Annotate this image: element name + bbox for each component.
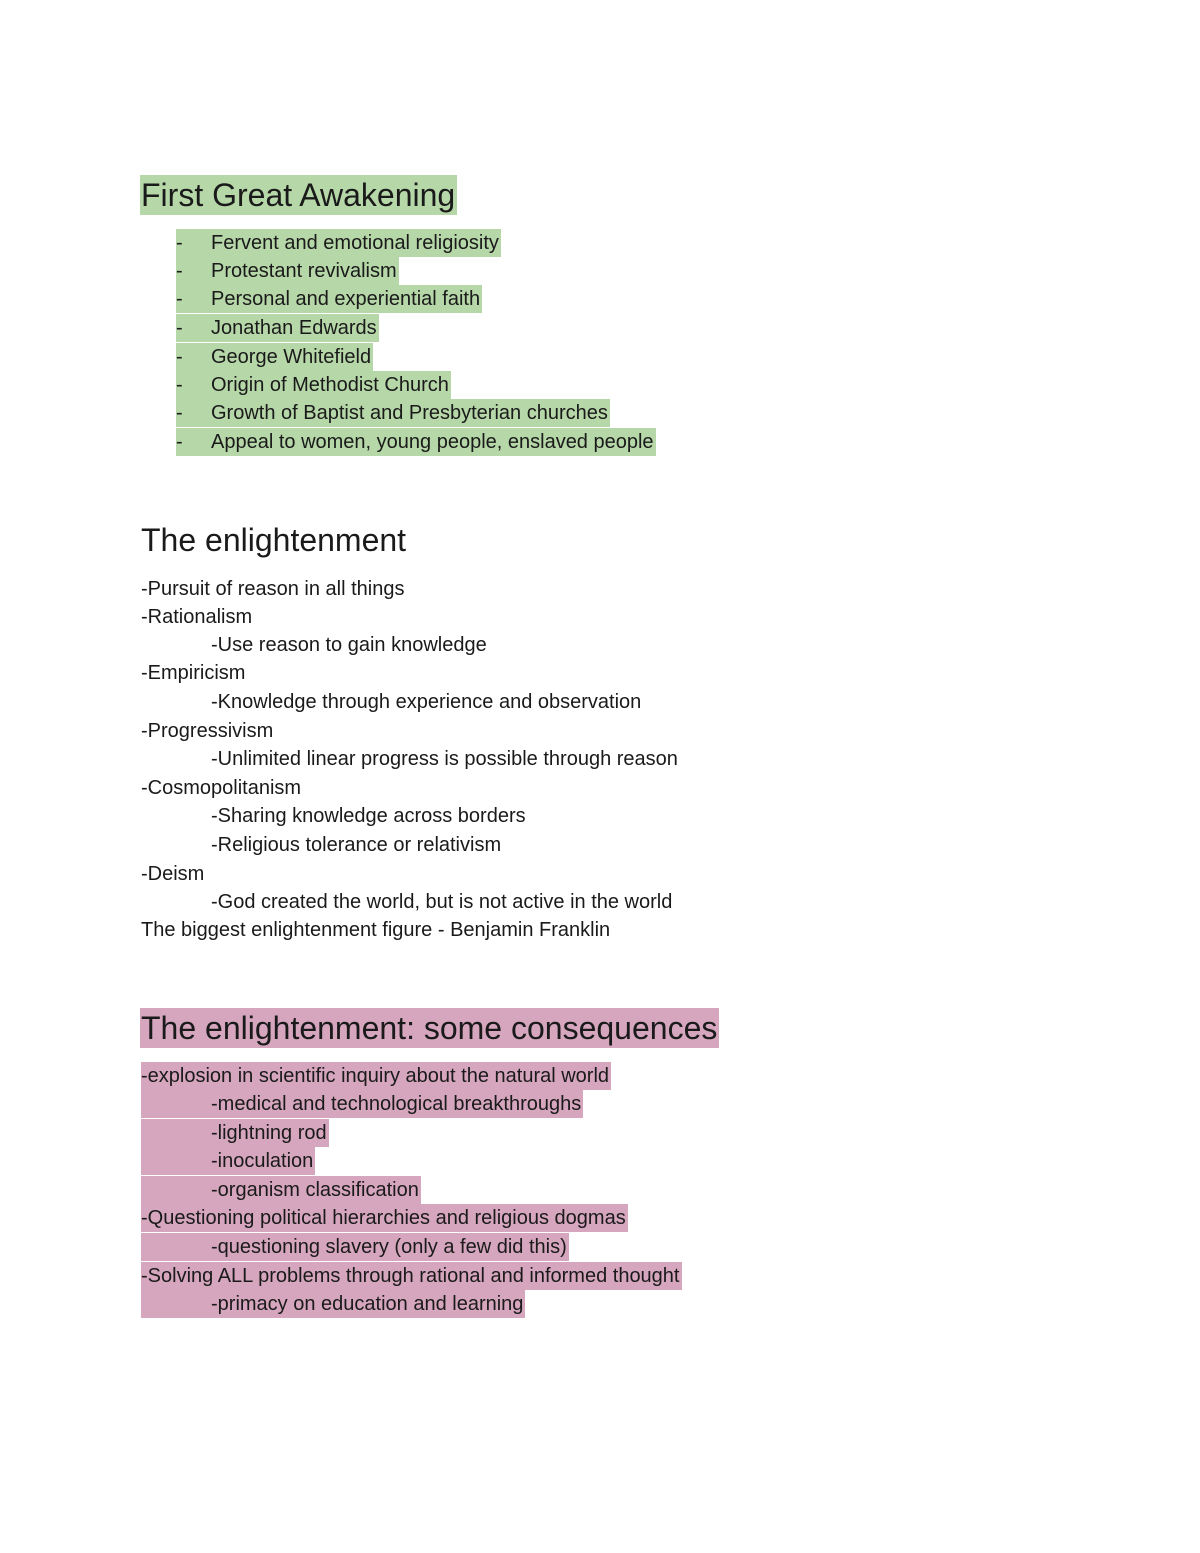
list-item [176,229,501,257]
text-line: -Cosmopolitanism [141,777,302,799]
text-line: -Empiricism [141,662,246,684]
text-line-indented [141,688,641,716]
text-line-indented [141,831,501,859]
text-line: -Deism [141,863,205,885]
text-line: -Rationalism [141,606,253,628]
highlighted-line-indented [141,1290,525,1318]
highlighted-line [141,1204,628,1232]
sub-item-text: -questioning slavery (only a few did this) [211,1236,567,1258]
text-line: -Progressivism [141,720,274,742]
sub-item-text: -God created the world, but is not active in the world [211,891,673,913]
bullet-dash: - [176,346,183,368]
heading-the-enlightenment: The enlightenment [141,522,407,558]
highlighted-line-indented [141,1176,421,1204]
list-item [176,343,373,371]
bullet-dash: - [176,288,183,310]
sub-item-text: -medical and technological breakthroughs [211,1093,582,1115]
bullet-dash: - [176,232,183,254]
highlighted-line-indented [141,1233,569,1261]
highlighted-line-indented [141,1090,583,1118]
sub-item-text: -organism classification [211,1179,419,1201]
sub-item-text: -Religious tolerance or relativism [211,834,502,856]
sub-item-text: -Unlimited linear progress is possible through reason [211,748,678,770]
list-item [176,399,610,427]
highlighted-line [141,1262,682,1290]
list-item [176,428,656,456]
list-item [176,314,379,342]
text-line-indented [141,888,672,916]
text-line: The biggest enlightenment figure - Benjamin Franklin [141,919,611,941]
sub-item-text: -primacy on education and learning [211,1293,524,1315]
bullet-dash: - [176,260,183,282]
list-item-text: Growth of Baptist and Presbyterian churches [211,402,608,424]
list-item-text: Fervent and emotional religiosity [211,232,499,254]
heading-enlightenment-consequences: The enlightenment: some consequences [141,1010,718,1046]
text-line: -Pursuit of reason in all things [141,578,405,600]
list-item [176,257,399,285]
highlighted-line-indented [141,1147,315,1175]
list-item-text: Personal and experiential faith [211,288,481,310]
sub-item-text: -Knowledge through experience and observation [211,691,642,713]
list-item [176,371,451,399]
heading-first-great-awakening: First Great Awakening [141,177,456,213]
sub-item-text: -lightning rod [211,1122,327,1144]
list-item-text: Appeal to women, young people, enslaved people [211,431,654,453]
sub-item-text: -inoculation [211,1150,314,1172]
bullet-dash: - [176,374,183,396]
bullet-dash: - [176,317,183,339]
sub-item-text: -Sharing knowledge across borders [211,805,526,827]
list-item-text: George Whitefield [211,346,372,368]
list-item-text: Origin of Methodist Church [211,374,449,396]
line-text: -Questioning political hierarchies and religious dogmas [141,1207,626,1229]
text-line-indented [141,745,678,773]
line-text: -Solving ALL problems through rational and informed thought [141,1265,680,1287]
bullet-dash: - [176,402,183,424]
list-item-text: Jonathan Edwards [211,317,377,339]
list-item-text: Protestant revivalism [211,260,397,282]
bullet-dash: - [176,431,183,453]
list-item [176,285,482,313]
highlighted-line-indented [141,1119,329,1147]
text-line-indented [141,631,487,659]
highlighted-line [141,1062,611,1090]
sub-item-text: -Use reason to gain knowledge [211,634,487,656]
text-line-indented [141,802,526,830]
line-text: -explosion in scientific inquiry about the natural world [141,1065,610,1087]
